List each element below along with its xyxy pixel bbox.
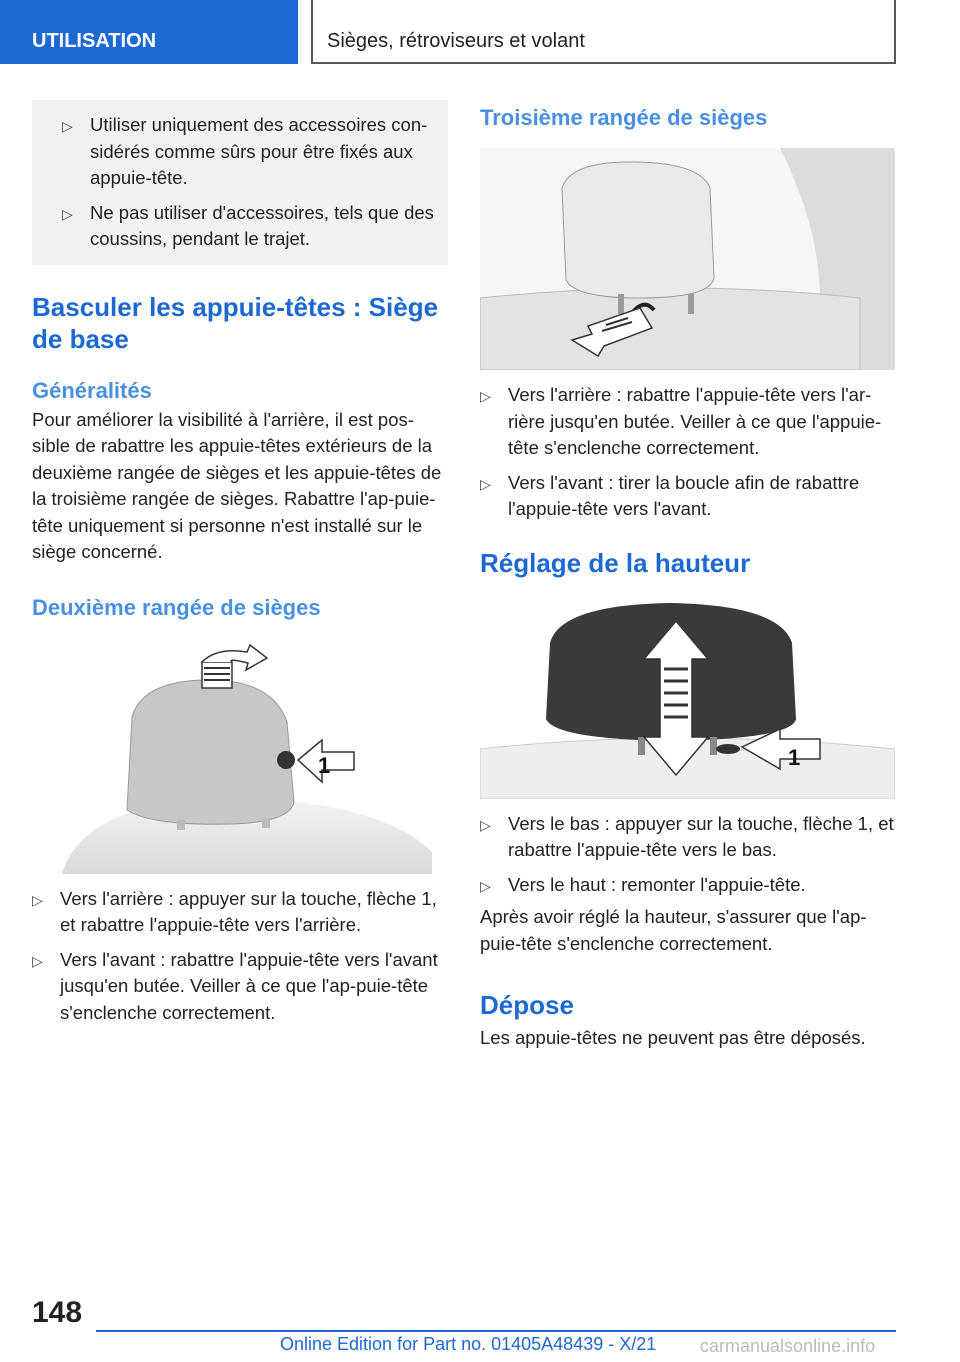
list-item: ▷ Vers le bas : appuyer sur la touche, flèche 1, et rabattre l'appuie-tête vers le bas. <box>480 812 894 860</box>
section-heading-height: Réglage de la hauteur <box>480 547 751 578</box>
section-heading-depose: Dépose <box>480 990 574 1020</box>
list-item: ▷ Ne pas utiliser d'accessoires, tels que des coussins, pendant le trajet. <box>62 201 434 249</box>
list-item: ▷ Vers l'avant : tirer la boucle afin de rabattre l'appuie-tête vers l'avant. <box>480 471 860 519</box>
triangle-right-icon: ▷ <box>62 205 73 222</box>
footer-watermark: carmanualsonline.info <box>700 1336 876 1356</box>
figure-label: 1 <box>318 752 331 778</box>
list-item: ▷ Vers l'arrière : appuyer sur la touche, flèche 1, et rabattre l'appuie-tête vers l'arrière. <box>32 887 437 935</box>
subheading-third-row: Troisième rangée de sièges <box>480 105 768 130</box>
height-list <box>480 811 896 899</box>
headrest-illustration <box>32 642 432 874</box>
subheading-second-row: Deuxième rangée de sièges <box>32 594 321 620</box>
triangle-right-icon: ▷ <box>32 952 43 969</box>
safety-note <box>32 100 448 265</box>
list-item: ▷ Vers le haut : remonter l'appuie-tête. <box>480 872 896 899</box>
third-row-figure <box>480 148 895 370</box>
triangle-right-icon: ▷ <box>480 816 491 833</box>
triangle-right-icon: ▷ <box>480 475 491 492</box>
headrest-illustration <box>480 148 895 370</box>
headrest-illustration <box>480 599 895 799</box>
list-item: ▷ Vers l'avant : rabattre l'appuie-tête vers l'avant jusqu'en butée. Veiller à ce que l'ap-puie-tête s'enclenche correctement. <box>32 948 438 1023</box>
section-tab: UTILISATION <box>0 0 298 64</box>
page-header <box>0 0 960 64</box>
footer-divider <box>96 1330 896 1332</box>
second-row-list <box>32 886 448 1027</box>
subheading-general: Généralités <box>32 377 152 403</box>
figure-label: 1 <box>788 744 801 770</box>
height-paragraph: Après avoir réglé la hauteur, s'assurer que l'ap-puie-tête s'enclenche correctement. <box>480 906 867 954</box>
left-column <box>32 100 448 1034</box>
second-row-figure <box>32 642 432 874</box>
triangle-right-icon: ▷ <box>480 388 491 404</box>
triangle-right-icon: ▷ <box>62 118 73 134</box>
triangle-right-icon: ▷ <box>32 891 43 908</box>
list-item: ▷ Utiliser uniquement des accessoires con- sidérés comme sûrs pour être fixés aux appuie-tête. <box>62 114 428 188</box>
section-heading: Basculer les appuie-têtes : Siège de base <box>32 291 439 354</box>
chapter-title: Sièges, rétroviseurs et volant <box>311 0 896 64</box>
depose-paragraph: Les appuie-têtes ne peuvent pas être déposés. <box>480 1027 866 1048</box>
third-row-list <box>480 382 896 523</box>
general-paragraph: Pour améliorer la visibilité à l'arrière, il est pos-sible de rabattre les appuie-têtes extérieurs de la deuxième rangée de sièges et les appuie-têtes de la troisième rangée de sièges. Rabattre l'ap-puie-tête uniquement si personne n'est installé sur le siège concerné. <box>32 408 442 562</box>
page-number: 148 <box>32 1296 83 1329</box>
right-column <box>480 104 896 1052</box>
triangle-right-icon: ▷ <box>480 877 491 894</box>
footer-edition: Online Edition for Part no. 01405A48439 - X/21 <box>280 1334 657 1354</box>
list-item: ▷ Vers l'arrière : rabattre l'appuie-tête vers l'ar-rière jusqu'en butée. Veiller à ce que l'appuie-tête s'enclenche correctement. <box>480 384 882 458</box>
height-figure <box>480 599 895 799</box>
